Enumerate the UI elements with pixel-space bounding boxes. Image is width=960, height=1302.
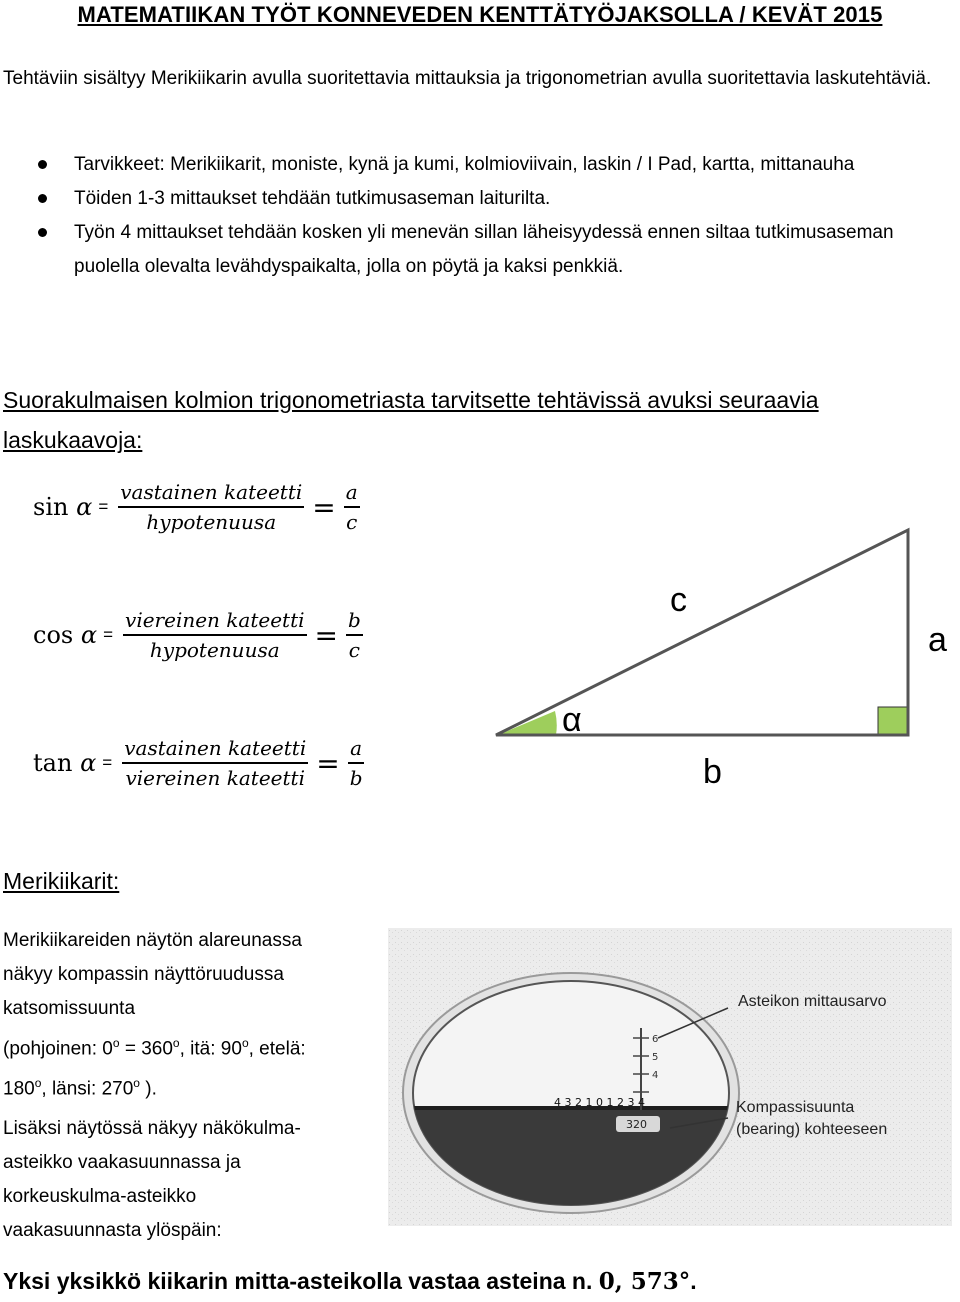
scale-value-label: Asteikon mittausarvo	[738, 993, 887, 1010]
fraction: $\frac{b}{c}$	[348, 608, 361, 662]
cos-formula: cos α = $\frac{\text{viereinen kateetti}}{\text{hypotenuusa}}$ = $\frac{b}{c}$	[33, 608, 361, 662]
sin-formula: sin α = $\frac{\text{vastainen kateetti}}{\text{hypotenuusa}}$ = $\frac{a}{c}$	[33, 480, 358, 534]
bullet-icon	[38, 194, 47, 203]
fraction: $\frac{\text{vastainen kateetti}}{\text{hypotenuusa}}$	[120, 480, 303, 534]
svg-text:320: 320	[626, 1118, 647, 1131]
compass-paragraph: Merikiikareiden näytön alareunassa näkyy kompassin näyttöruudussa katsomissuunta (pohjoinen: $0^o = 360^o$, itä: 90$^o$, etelä: 180$^o$, länsi: 270$^o$ ).	[3, 930, 306, 1100]
compass-label-2: (bearing) kohteeseen	[736, 1121, 888, 1138]
tan-formula: tan α = $\frac{\text{vastainen kateetti}}{\text{viereinen kateetti}}$ = $\frac{a}{b}$	[33, 736, 363, 790]
binocular-display-photo	[388, 928, 952, 1226]
svg-text:4: 4	[652, 1070, 659, 1081]
svg-text:5: 5	[652, 1052, 659, 1063]
triangle-outline	[496, 530, 908, 735]
binoculars-subheading: Merikiikarit:	[3, 868, 120, 894]
list-item: Työn 4 mittaukset tehdään kosken yli menevän sillan läheisyydessä ennen siltaa tutkimusaseman puolella olevalta levähdyspaikalta, jolla on pöytä ja kaksi penkkiä.	[0, 216, 955, 284]
list-item: Tarvikkeet: Merikiikarit, moniste, kynä ja kumi, kolmioviivain, laskin / I Pad, kartta, mittanauha	[0, 148, 955, 182]
fraction: $\frac{\text{viereinen kateetti}}{\text{hypotenuusa}}$	[125, 608, 305, 662]
side-c-label: c	[670, 581, 687, 619]
scale-paragraph: Lisäksi näytössä näkyy näkökulma- asteikko vaakasuunnassa ja korkeuskulma-asteikko vaakasuunnasta ylöspäin:	[3, 1118, 301, 1241]
fraction: $\frac{a}{b}$	[349, 736, 363, 790]
fraction: $\frac{a}{c}$	[345, 480, 358, 534]
side-a-label: a	[928, 621, 947, 659]
right-angle-marker	[878, 707, 908, 735]
fraction: $\frac{\text{vastainen kateetti}}{\text{viereinen kateetti}}$	[124, 736, 307, 790]
bullet-icon	[38, 160, 47, 169]
unit-conversion-note: Yksi yksikkö kiikarin mitta-asteikolla vastaa asteina n. 0, 573°.	[3, 1268, 697, 1295]
bullet-icon	[38, 228, 47, 237]
angle-alpha-marker	[498, 711, 557, 735]
compass-label-1: Kompassisuunta	[736, 1099, 855, 1116]
angle-alpha-label: α	[562, 701, 582, 739]
formulas-heading: Suorakulmaisen kolmion trigonometriasta tarvitsette tehtävissä avuksi seuraavia laskukaavoja:	[3, 387, 819, 453]
list-item: Töiden 1-3 mittaukset tehdään tutkimusaseman laiturilta.	[0, 182, 955, 216]
right-triangle-diagram	[490, 525, 955, 800]
supplies-list	[0, 148, 955, 284]
intro-text: Tehtäviin sisältyy Merikiikarin avulla suoritettavia mittauksia ja trigonometrian avulla suoritettavia laskutehtäviä.	[3, 68, 932, 89]
page-title: MATEMATIIKAN TYÖT KONNEVEDEN KENTTÄTYÖJAKSOLLA / KEVÄT 2015	[77, 2, 883, 27]
svg-text:6: 6	[652, 1034, 659, 1045]
side-b-label: b	[703, 753, 722, 791]
horizontal-scale-numbers: 4 3 2 1 0 1 2 3 4	[554, 1096, 645, 1109]
